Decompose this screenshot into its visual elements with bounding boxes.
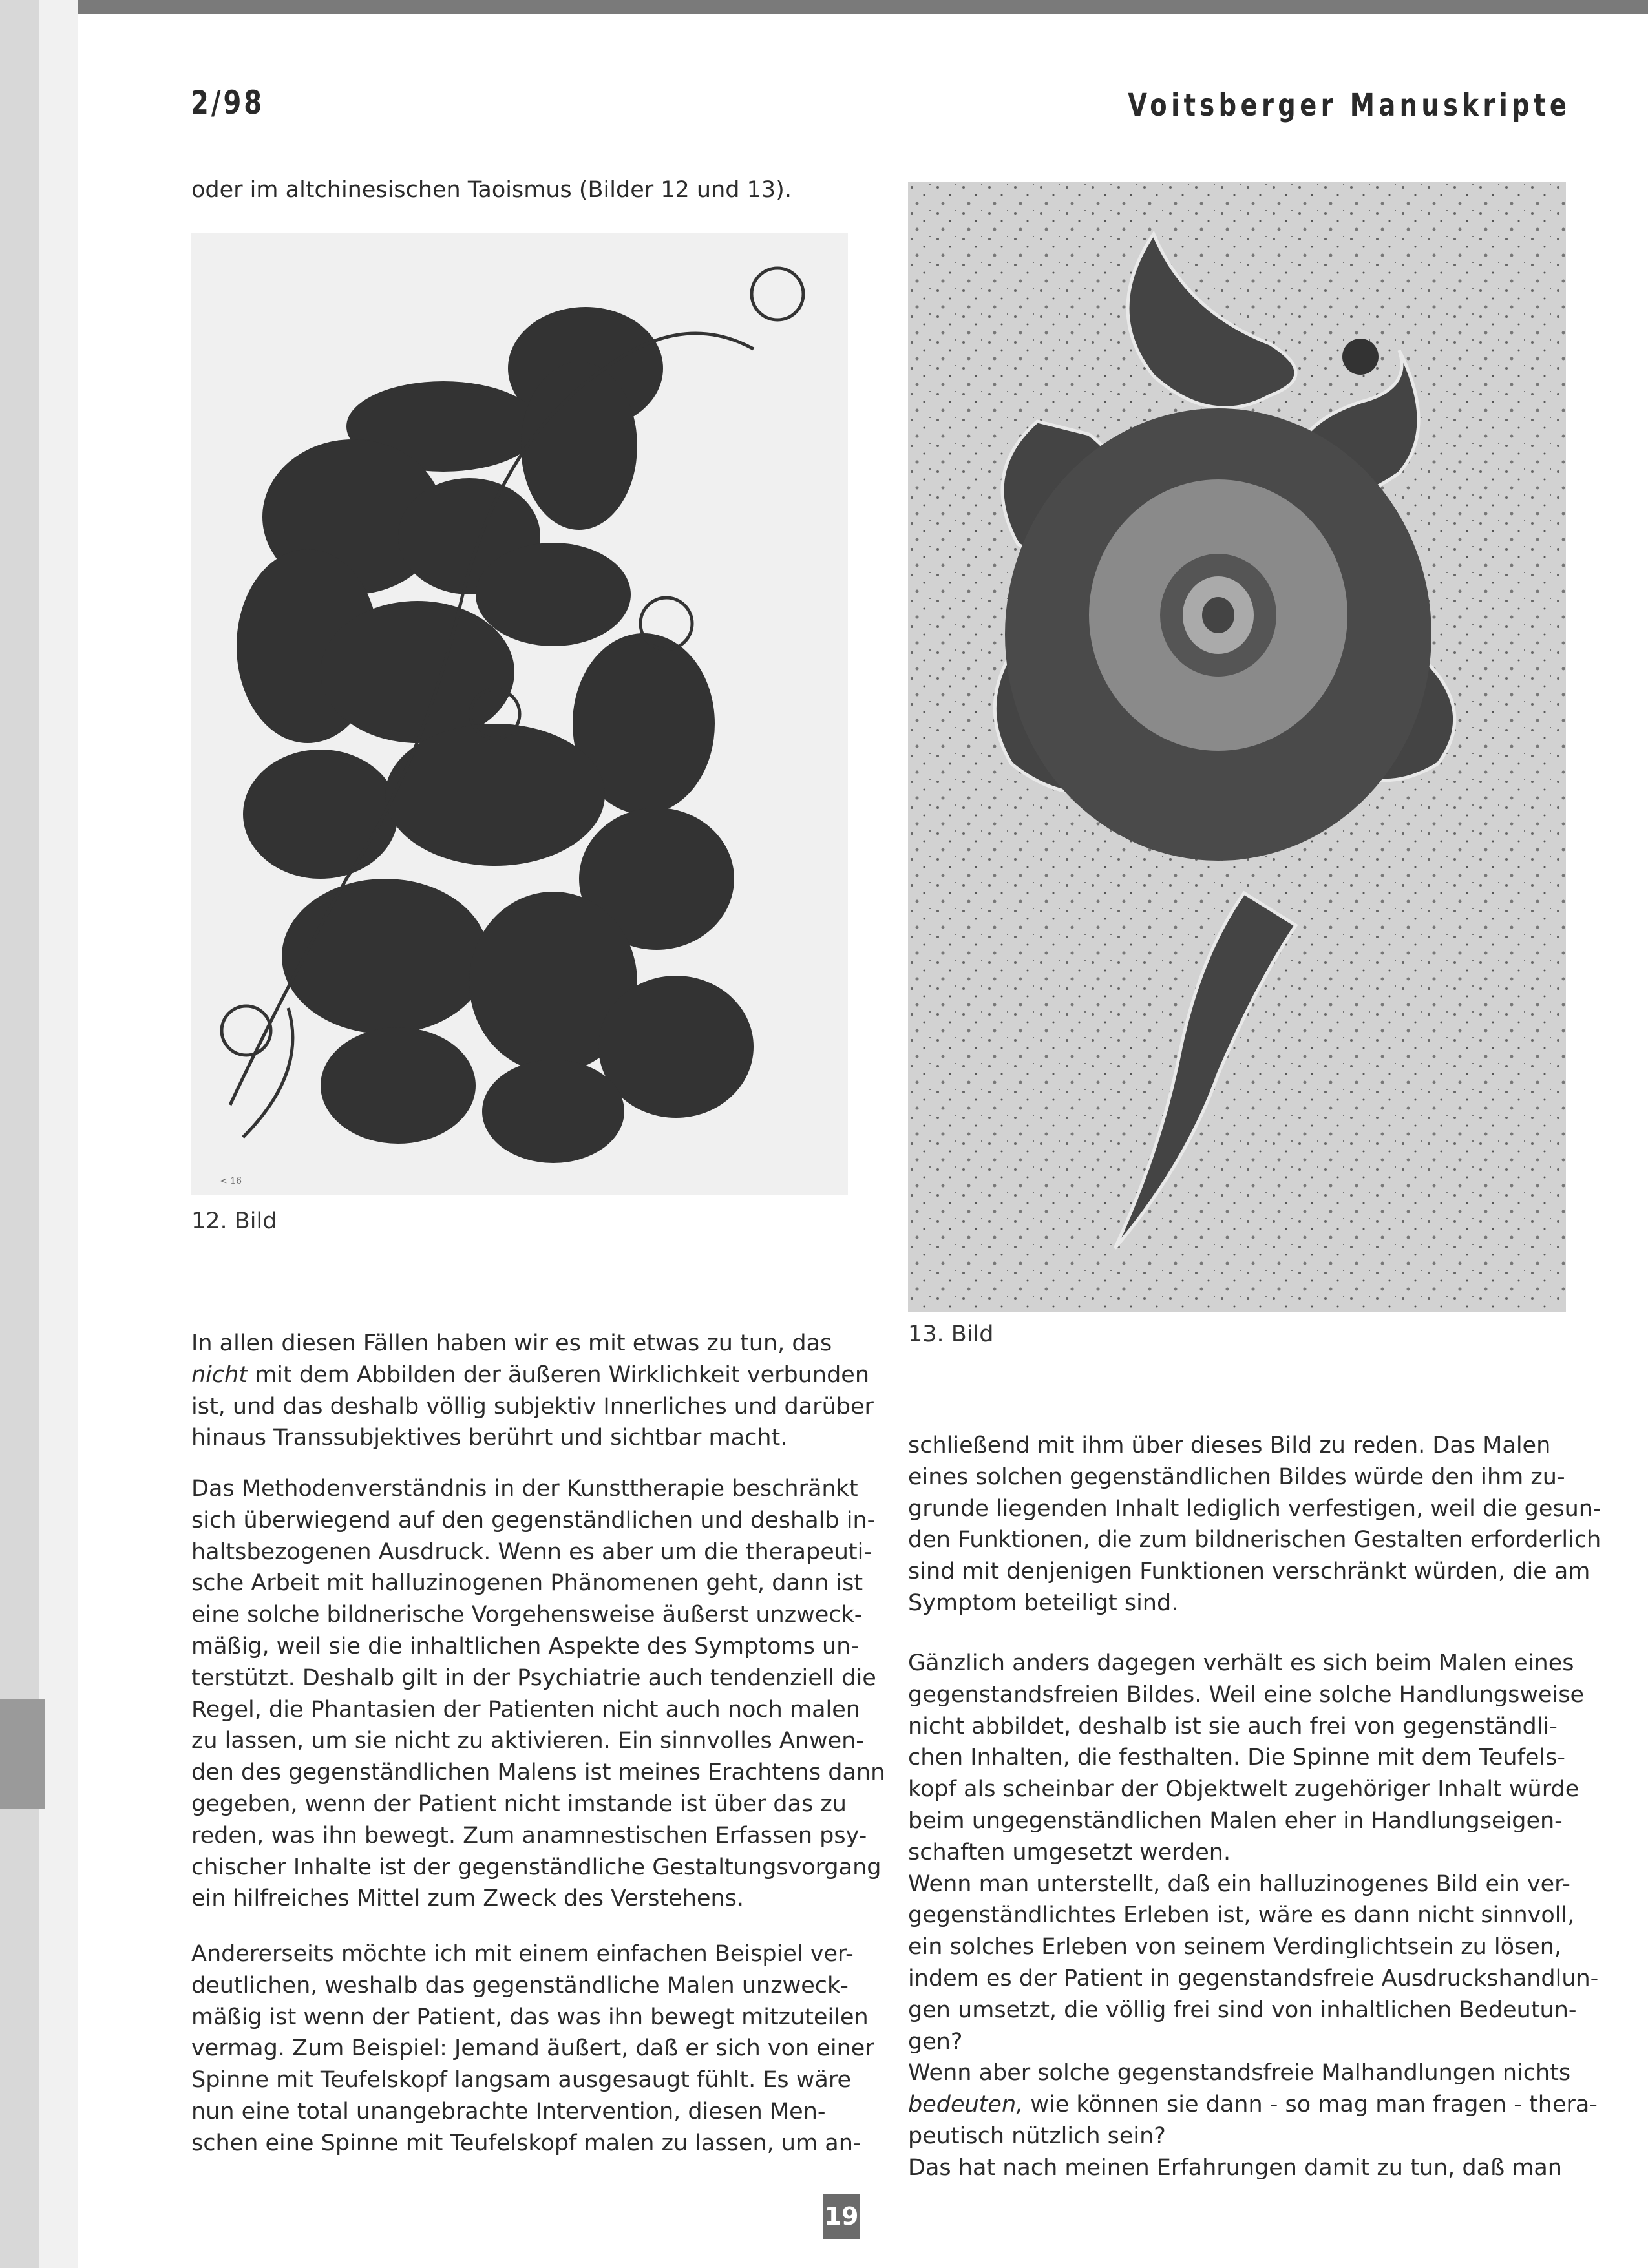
right-paragraph-2-part-a: Gänzlich anders dagegen verhält es sich beim Malen eines gegenstandsfreien Bildes. Weil eine solche Handlungsweise nicht abbildet, deshalb ist sie auch frei von gegenständli- chen Inhalten, die festhalten. Die Spinne mit dem Teufels- kopf als scheinbar der Objektwelt zugehöriger Inhalt würde beim ungegenständlichen Malen eher in Handlungseigen- schaften umgesetzt werden. Wenn man unterstellt, daß ein halluzinogenes Bild ein ver- gegenständlichtes Erleben ist, wäre es dann nicht sinnvoll, ein solches Erleben von seinem Verdinglichtsein zu lösen, indem es der Patient in gegenstandsfreie Ausdruckshandlun- gen umsetzt, die völlig frei sind von inhaltlichen Bedeutun- gen? Wenn aber solche gegenstandsfreie Malhandlungen nichts bbox=[908, 1650, 1599, 2086]
left-paragraph-1 bbox=[191, 1328, 874, 1454]
issue-number: 2/98 bbox=[191, 84, 265, 121]
figure-12-mark: < 16 bbox=[220, 1176, 242, 1186]
right-paragraph-2 bbox=[908, 1648, 1598, 2184]
scan-border-left bbox=[0, 0, 39, 2268]
journal-title: Voitsberger Manuskripte bbox=[1127, 87, 1570, 123]
right-paragraph-2-emphasis: bedeuten, bbox=[908, 2092, 1024, 2118]
left-paragraph-1-part-a: In allen diesen Fällen haben wir es mit etwas zu tun, das bbox=[191, 1330, 832, 1356]
scan-fold-mark bbox=[0, 1699, 45, 1809]
figure-13-spider-flower bbox=[908, 182, 1566, 1312]
right-paragraph-1: schließend mit ihm über dieses Bild zu reden. Das Malen eines solchen gegenständlichen Bildes würde den ihm zu- grunde liegenden Inhalt lediglich verfestigen, weil die gesun- den Funktionen, die zum bildnerischen Gestalten erforderlich sind mit denjenigen Funktionen verschränkt würden, die am Symptom beteiligt sind. bbox=[908, 1433, 1601, 1616]
scan-border-top bbox=[0, 0, 1648, 14]
figure-12-caption: 12. Bild bbox=[191, 1208, 277, 1234]
spider-flower-image bbox=[908, 182, 1566, 1312]
right-paragraph-2-part-b: wie können sie dann - so mag man fragen - thera- peutisch nützlich sein? Das hat nach meinen Erfahrungen damit zu tun, daß man bbox=[908, 2092, 1598, 2181]
left-paragraph-3: Andererseits möchte ich mit einem einfachen Beispiel ver- deutlichen, weshalb das gegenständliche Malen unzweck- mäßig ist wenn der Patient, das was ihn bewegt mitzuteilen vermag. Zum Beispiel: Jemand äußert, daß er sich von einer Spinne mit Teufelskopf langsam ausgesaugt fühlt. Es wäre nun eine total unangebrachte Intervention, diesen Men- schen eine Spinne mit Teufelskopf malen zu lassen, um an- bbox=[191, 1941, 874, 2156]
figure-12-taoist-calligraphy bbox=[191, 233, 848, 1195]
left-paragraph-1-part-b: mit dem Abbilden der äußeren Wirklichkeit verbunden ist, und das deshalb völlig subjektiv Innerliches und darüber hinaus Transsubjektives berührt und sichtbar macht. bbox=[191, 1361, 874, 1451]
left-paragraph-2: Das Methodenverständnis in der Kunsttherapie beschränkt sich überwiegend auf den gegenständlichen und deshalb in- haltsbezogenen Ausdruck. Wenn es aber um die therapeuti- sche Arbeit mit halluzinogenen Phänomenen geht, dann ist eine solche bildnerische Vorgehensweise äußerst unzweck- mäßig, weil sie die inhaltlichen Aspekte des Symptoms un- terstützt. Deshalb gilt in der Psychiatrie auch tendenziell die Regel, die Phantasien der Patienten nicht auch noch malen zu lassen, um sie nicht zu aktivieren. Ein sinnvolles Anwen- den des gegenständlichen Malens ist meines Erachtens dann gegeben, wenn der Patient nicht imstande ist über das zu reden, was ihn bewegt. Zum anamnestischen Erfassen psy- chischer Inhalte ist der gegenständliche Gestaltungsvorgang ein hilfreiches Mittel zum Zweck des Verstehens. bbox=[191, 1476, 885, 1912]
left-paragraph-1-emphasis: nicht bbox=[191, 1361, 248, 1388]
page-number-badge: 19 bbox=[823, 2194, 860, 2239]
intro-line: oder im altchinesischen Taoismus (Bilder 12 und 13). bbox=[191, 177, 792, 203]
scan-gutter-shadow bbox=[39, 0, 78, 2268]
calligraphy-image bbox=[191, 233, 848, 1195]
figure-13-caption: 13. Bild bbox=[908, 1321, 994, 1347]
